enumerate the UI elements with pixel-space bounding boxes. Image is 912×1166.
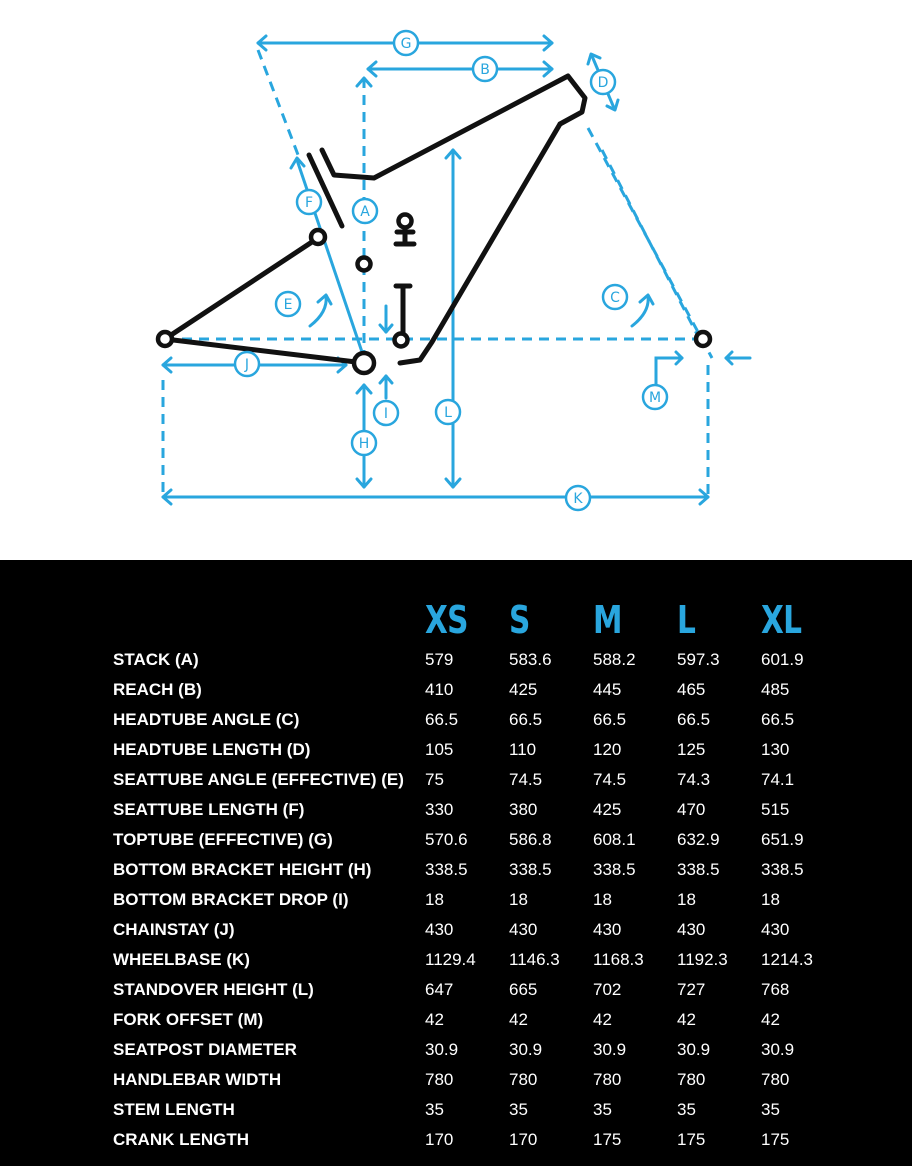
table-row bbox=[0, 945, 912, 975]
table-row bbox=[0, 885, 912, 915]
svg-text:F: F bbox=[304, 195, 314, 211]
row-label: HANDLEBAR WIDTH bbox=[113, 1070, 282, 1089]
table-cell: 30.9 bbox=[593, 1040, 627, 1059]
table-cell: 780 bbox=[425, 1070, 454, 1089]
table-row bbox=[0, 1065, 912, 1095]
size-header-m: M bbox=[593, 598, 622, 642]
geometry-diagram bbox=[0, 0, 912, 560]
table-cell: 470 bbox=[677, 800, 706, 819]
table-cell: 515 bbox=[761, 800, 790, 819]
table-cell: 601.9 bbox=[761, 650, 804, 669]
table-cell: 780 bbox=[593, 1070, 622, 1089]
svg-text:L: L bbox=[444, 405, 452, 421]
badge-c bbox=[603, 285, 627, 309]
badge-h bbox=[352, 431, 376, 455]
table-cell: 120 bbox=[593, 740, 622, 759]
table-cell: 30.9 bbox=[509, 1040, 543, 1059]
svg-text:J: J bbox=[244, 357, 250, 373]
table-cell: 66.5 bbox=[761, 710, 795, 729]
table-cell: 1129.4 bbox=[425, 950, 476, 969]
table-cell: 780 bbox=[761, 1070, 790, 1089]
table-row bbox=[0, 675, 912, 705]
table-cell: 74.1 bbox=[761, 770, 795, 789]
table-cell: 66.5 bbox=[593, 710, 627, 729]
badge-i bbox=[374, 401, 398, 425]
size-header-l: L bbox=[677, 598, 696, 642]
badge-d bbox=[591, 70, 615, 94]
geometry-diagram-svg bbox=[0, 0, 912, 560]
badge-a bbox=[353, 199, 377, 223]
dimension-lines bbox=[163, 36, 750, 504]
table-cell: 647 bbox=[425, 980, 454, 999]
table-cell: 74.5 bbox=[509, 770, 543, 789]
table-row bbox=[0, 1095, 912, 1125]
row-label: BOTTOM BRACKET HEIGHT (H) bbox=[113, 860, 372, 879]
table-row bbox=[0, 735, 912, 765]
table-cell: 338.5 bbox=[593, 860, 636, 879]
table-cell: 175 bbox=[761, 1130, 790, 1149]
row-label: STANDOVER HEIGHT (L) bbox=[113, 980, 314, 999]
table-cell: 42 bbox=[425, 1010, 444, 1029]
table-cell: 1192.3 bbox=[677, 950, 728, 969]
table-cell: 1168.3 bbox=[593, 950, 644, 969]
table-cell: 105 bbox=[425, 740, 454, 759]
table-row bbox=[0, 645, 912, 675]
table-cell: 35 bbox=[593, 1100, 612, 1119]
table-cell: 485 bbox=[761, 680, 790, 699]
table-cell: 35 bbox=[677, 1100, 696, 1119]
table-cell: 651.9 bbox=[761, 830, 804, 849]
size-header-s: S bbox=[509, 598, 530, 642]
table-cell: 632.9 bbox=[677, 830, 720, 849]
table-cell: 18 bbox=[509, 890, 528, 909]
badge-m bbox=[643, 385, 667, 409]
table-row bbox=[0, 765, 912, 795]
table-row bbox=[0, 975, 912, 1005]
table-cell: 665 bbox=[509, 980, 538, 999]
table-cell: 175 bbox=[677, 1130, 706, 1149]
svg-text:M: M bbox=[648, 390, 662, 406]
badge-l bbox=[436, 400, 460, 424]
table-cell: 430 bbox=[509, 920, 538, 939]
table-row bbox=[0, 915, 912, 945]
table-row bbox=[0, 825, 912, 855]
row-label: STACK (A) bbox=[113, 650, 199, 669]
table-cell: 1214.3 bbox=[761, 950, 813, 969]
table-row bbox=[0, 1005, 912, 1035]
table-cell: 445 bbox=[593, 680, 622, 699]
table-cell: 1146.3 bbox=[509, 950, 560, 969]
svg-text:E: E bbox=[283, 297, 293, 313]
table-cell: 170 bbox=[509, 1130, 538, 1149]
table-cell: 42 bbox=[677, 1010, 696, 1029]
table-cell: 338.5 bbox=[425, 860, 468, 879]
table-cell: 66.5 bbox=[425, 710, 459, 729]
table-cell: 35 bbox=[761, 1100, 780, 1119]
table-cell: 608.1 bbox=[593, 830, 636, 849]
row-label: STEM LENGTH bbox=[113, 1100, 235, 1119]
row-label: CHAINSTAY (J) bbox=[113, 920, 235, 939]
badge-b bbox=[473, 57, 497, 81]
table-cell: 42 bbox=[593, 1010, 612, 1029]
svg-text:C: C bbox=[610, 290, 620, 306]
row-label: HEADTUBE ANGLE (C) bbox=[113, 710, 300, 729]
row-label: CRANK LENGTH bbox=[113, 1130, 249, 1149]
table-cell: 579 bbox=[425, 650, 454, 669]
table-cell: 30.9 bbox=[761, 1040, 795, 1059]
svg-text:H: H bbox=[358, 436, 370, 452]
table-cell: 30.9 bbox=[677, 1040, 711, 1059]
table-cell: 465 bbox=[677, 680, 706, 699]
svg-text:D: D bbox=[597, 75, 609, 91]
row-label: SEATTUBE ANGLE (EFFECTIVE) (E) bbox=[113, 770, 404, 789]
table-cell: 42 bbox=[761, 1010, 780, 1029]
table-cell: 410 bbox=[425, 680, 454, 699]
table-cell: 66.5 bbox=[677, 710, 711, 729]
row-label: SEATPOST DIAMETER bbox=[113, 1040, 297, 1059]
table-cell: 75 bbox=[425, 770, 444, 789]
badge-j bbox=[235, 352, 259, 376]
badge-f bbox=[297, 190, 321, 214]
table-cell: 74.5 bbox=[593, 770, 627, 789]
table-cell: 780 bbox=[677, 1070, 706, 1089]
bike-frame bbox=[158, 76, 710, 373]
table-cell: 74.3 bbox=[677, 770, 711, 789]
table-cell: 570.6 bbox=[425, 830, 468, 849]
row-label: FORK OFFSET (M) bbox=[113, 1010, 264, 1029]
table-row bbox=[0, 1125, 912, 1155]
table-cell: 18 bbox=[761, 890, 780, 909]
row-label: SEATTUBE LENGTH (F) bbox=[113, 800, 305, 819]
table-cell: 35 bbox=[425, 1100, 444, 1119]
table-cell: 18 bbox=[425, 890, 444, 909]
table-cell: 338.5 bbox=[677, 860, 720, 879]
table-cell: 18 bbox=[677, 890, 696, 909]
size-header-xl: XL bbox=[761, 598, 802, 642]
row-label: REACH (B) bbox=[113, 680, 202, 699]
row-label: TOPTUBE (EFFECTIVE) (G) bbox=[113, 830, 333, 849]
table-row bbox=[0, 795, 912, 825]
table-cell: 18 bbox=[593, 890, 612, 909]
row-label: BOTTOM BRACKET DROP (I) bbox=[113, 890, 349, 909]
svg-text:K: K bbox=[573, 491, 583, 507]
table-cell: 425 bbox=[509, 680, 538, 699]
table-cell: 727 bbox=[677, 980, 706, 999]
table-cell: 583.6 bbox=[509, 650, 552, 669]
table-cell: 768 bbox=[761, 980, 790, 999]
dimension-badges bbox=[235, 31, 667, 510]
row-label: WHEELBASE (K) bbox=[113, 950, 250, 969]
table-cell: 430 bbox=[593, 920, 622, 939]
table-cell: 130 bbox=[761, 740, 790, 759]
badge-e bbox=[276, 292, 300, 316]
table-cell: 597.3 bbox=[677, 650, 720, 669]
table-cell: 35 bbox=[509, 1100, 528, 1119]
table-cell: 330 bbox=[425, 800, 454, 819]
table-cell: 430 bbox=[761, 920, 790, 939]
table-cell: 586.8 bbox=[509, 830, 552, 849]
svg-text:A: A bbox=[360, 204, 370, 220]
badge-g bbox=[394, 31, 418, 55]
table-cell: 338.5 bbox=[761, 860, 804, 879]
table-cell: 780 bbox=[509, 1070, 538, 1089]
table-cell: 588.2 bbox=[593, 650, 636, 669]
table-row bbox=[0, 705, 912, 735]
svg-text:G: G bbox=[400, 36, 412, 52]
table-cell: 66.5 bbox=[509, 710, 543, 729]
table-cell: 430 bbox=[425, 920, 454, 939]
table-cell: 425 bbox=[593, 800, 622, 819]
table-cell: 702 bbox=[593, 980, 622, 999]
svg-text:B: B bbox=[480, 62, 490, 78]
table-cell: 430 bbox=[677, 920, 706, 939]
table-cell: 338.5 bbox=[509, 860, 552, 879]
size-header-xs: XS bbox=[425, 598, 468, 642]
table-row bbox=[0, 855, 912, 885]
table-row bbox=[0, 1035, 912, 1065]
table-cell: 175 bbox=[593, 1130, 622, 1149]
table-cell: 110 bbox=[509, 740, 537, 759]
svg-text:I: I bbox=[383, 406, 389, 422]
badge-k bbox=[566, 486, 590, 510]
table-cell: 170 bbox=[425, 1130, 454, 1149]
geometry-table bbox=[0, 560, 912, 1166]
table-cell: 125 bbox=[677, 740, 706, 759]
table-cell: 42 bbox=[509, 1010, 528, 1029]
row-label: HEADTUBE LENGTH (D) bbox=[113, 740, 311, 759]
table-cell: 30.9 bbox=[425, 1040, 459, 1059]
table-cell: 380 bbox=[509, 800, 538, 819]
